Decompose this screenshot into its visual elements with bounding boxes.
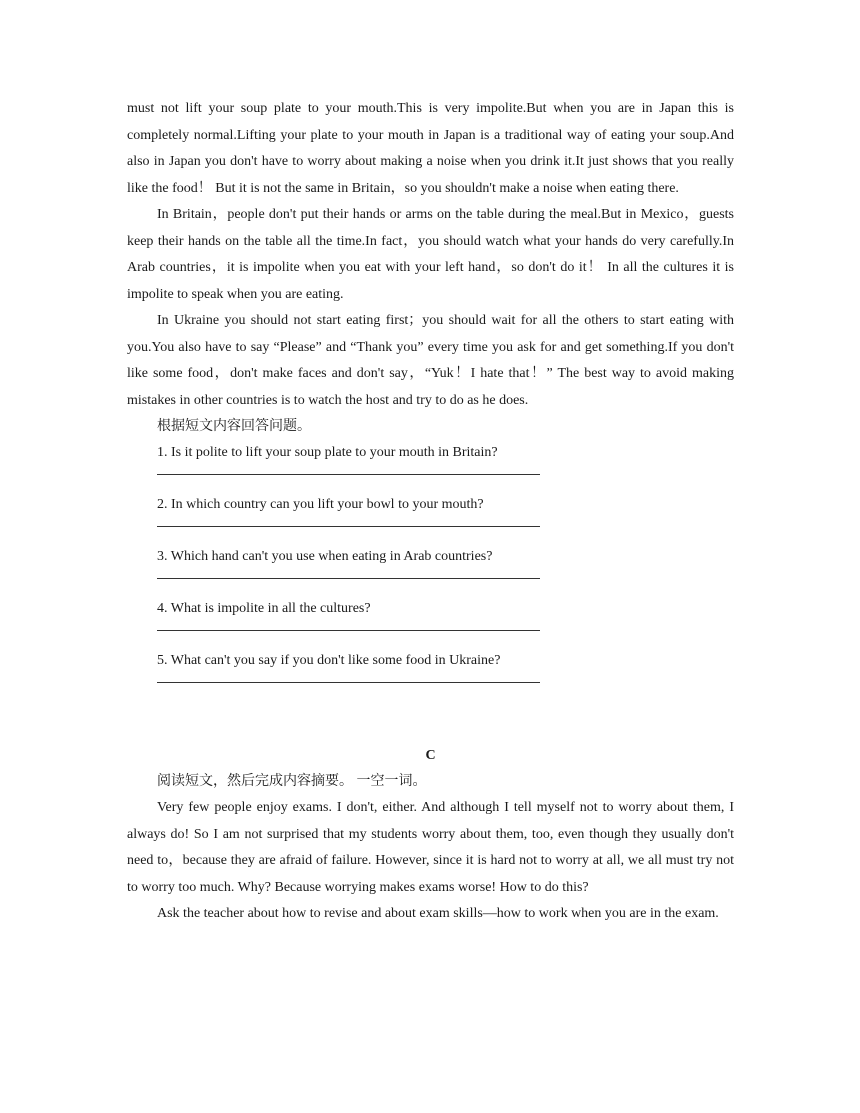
answer-line-5[interactable] bbox=[157, 673, 540, 683]
question-3-text: 3. Which hand can't you use when eating in Arab countries? bbox=[157, 548, 493, 564]
answer-line-3[interactable] bbox=[157, 569, 540, 579]
passage-c-paragraph-2: Ask the teacher about how to revise and about exam skills—how to work when you are in the exam. bbox=[157, 906, 719, 921]
question-1-text: 1. Is it polite to lift your soup plate to your mouth in Britain? bbox=[157, 444, 498, 460]
passage-b-instruction: 根据短文内容回答问题。 bbox=[157, 419, 311, 434]
question-5 bbox=[127, 649, 734, 683]
question-3 bbox=[127, 545, 734, 579]
passage-b-paragraph-2: In Britain，people don't put their hands or arms on the table during the meal.But in Mexico，guests keep their hands on the table all the time.In fact，you should watch what your hands do very carefully.In Arab countries，it is impolite when you eat with your left hand，so don't do it！ In all the cultures it is impolite to speak when you are eating. bbox=[127, 207, 734, 302]
passage-c-instruction: 阅读短文，然后完成内容摘要。 一空一词。 bbox=[157, 773, 427, 789]
question-4-text: 4. What is impolite in all the cultures? bbox=[157, 600, 371, 616]
answer-line-1[interactable] bbox=[157, 465, 540, 475]
section-c-heading: C bbox=[425, 747, 436, 763]
question-5-text: 5. What can't you say if you don't like some food in Ukraine? bbox=[157, 652, 501, 668]
question-1 bbox=[127, 441, 734, 475]
passage-b-paragraph-1: must not lift your soup plate to your mouth.This is very impolite.But when you are in Japan this is completely normal.Lifting your plate to your mouth in Japan is a traditional way of eating your soup.And also in Japan you don't have to worry about making a noise when you drink it.It just shows that you really like the food！ But it is not the same in Britain，so you shouldn't make a noise when eating there. bbox=[127, 101, 734, 196]
question-2 bbox=[127, 493, 734, 527]
question-4 bbox=[127, 597, 734, 631]
passage-b-paragraph-3: In Ukraine you should not start eating first；you should wait for all the others to start eating with you.You also have to say “Please” and “Thank you” every time you ask for and get something.If you don't like some food，don't make faces and don't say，“Yuk！I hate that！” The best way to avoid making mistakes in other countries is to watch the host and try to do as he does. bbox=[127, 313, 734, 408]
answer-line-4[interactable] bbox=[157, 621, 540, 631]
passage-c-paragraph-1: Very few people enjoy exams. I don't, either. And although I tell myself not to worry about them, I always do! So I am not surprised that my students worry about them, too, even though they usually don't need to，because they are afraid of failure. However, since it is hard not to worry at all, we all must try not to worry too much. Why? Because worrying makes exams worse! How to do this? bbox=[127, 800, 734, 895]
document-page bbox=[127, 96, 734, 928]
answer-line-2[interactable] bbox=[157, 517, 540, 527]
section-spacer bbox=[127, 701, 734, 743]
question-2-text: 2. In which country can you lift your bowl to your mouth? bbox=[157, 496, 484, 512]
